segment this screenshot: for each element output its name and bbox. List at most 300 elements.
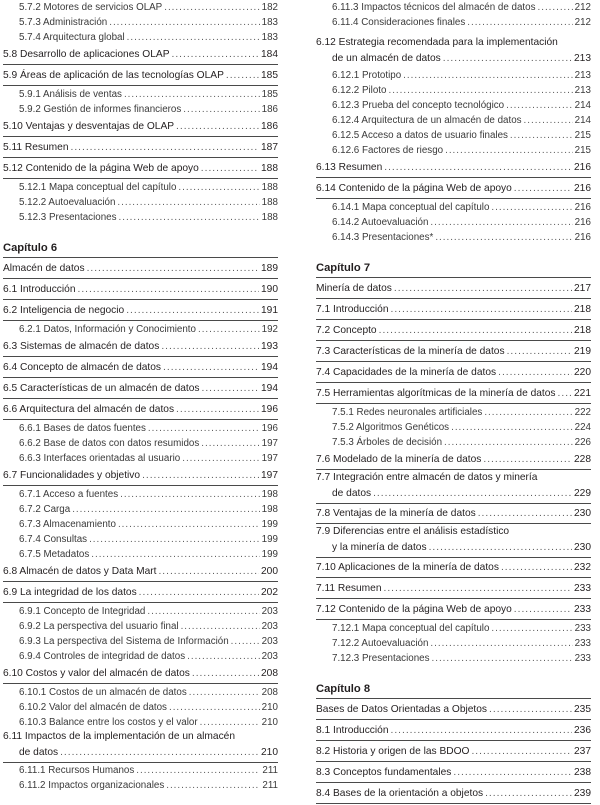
- toc-page-number: 216: [574, 217, 591, 228]
- toc-subsection-entry: [316, 420, 591, 435]
- toc-dot-leader: [231, 634, 260, 649]
- toc-entry-title: 7.5.2 Algoritmos Genéticos: [332, 422, 450, 433]
- toc-section-entry: [316, 763, 591, 783]
- toc-page-number: 194: [261, 362, 278, 373]
- toc-section-entry: [316, 300, 591, 320]
- toc-dot-leader: [158, 562, 259, 581]
- toc-section-entry: [3, 562, 278, 582]
- toc-subsection-entry: [3, 421, 278, 436]
- toc-page-number: 182: [261, 2, 278, 13]
- toc-dot-leader: [148, 421, 260, 436]
- toc-dot-leader: [430, 636, 572, 651]
- toc-entry-title: 5.7.2 Motores de servicios OLAP: [19, 2, 163, 13]
- toc-page-number: 203: [261, 621, 278, 632]
- toc-page-number: 216: [574, 202, 591, 213]
- toc-subsection-entry: [3, 763, 278, 778]
- toc-page-number: 187: [261, 142, 278, 153]
- toc-entry-title: 6.10.1 Costos de un almacén de datos: [19, 687, 187, 698]
- toc-entry-title: 6.14.2 Autoevaluación: [332, 217, 429, 228]
- toc-entry-title: 7.12.2 Autoevaluación: [332, 638, 429, 649]
- toc-page-number: 214: [574, 115, 591, 126]
- toc-entry-title: 7.5.3 Árboles de decisión: [332, 437, 443, 448]
- toc-entry-title: 6.7.5 Metadatos: [19, 549, 90, 560]
- toc-entry-title: 6.7.4 Consultas: [19, 534, 88, 545]
- toc-dot-leader: [435, 230, 572, 245]
- toc-dot-leader: [384, 158, 572, 177]
- toc-entry-title: 8.3 Conceptos fundamentales: [316, 767, 452, 778]
- toc-subsection-entry: [316, 128, 591, 143]
- toc-page-number: 215: [574, 145, 591, 156]
- toc-section-entry: [316, 450, 591, 470]
- toc-page-number: 216: [574, 183, 591, 194]
- toc-section-entry: [316, 363, 591, 383]
- toc-dot-leader: [491, 621, 572, 636]
- toc-page-number: 213: [574, 70, 591, 81]
- toc-page-number: 202: [261, 587, 278, 598]
- toc-subsection-entry: [316, 98, 591, 113]
- toc-entry-title: 5.12 Contenido de la página Web de apoyo: [3, 163, 199, 174]
- toc-entry-title: Almacén de datos: [3, 263, 85, 274]
- toc-entry-title: 5.7.3 Administración: [19, 17, 108, 28]
- toc-subsection-entry: [3, 15, 278, 30]
- toc-dot-leader: [172, 45, 260, 64]
- toc-section-entry: [3, 664, 278, 684]
- toc-entry-title: 6.12.3 Prueba del concepto tecnológico: [332, 100, 505, 111]
- toc-dot-leader: [176, 117, 259, 136]
- toc-dot-leader: [118, 517, 260, 532]
- toc-dot-leader: [192, 664, 259, 683]
- toc-page-number: 228: [574, 454, 591, 465]
- toc-page-number: 236: [574, 725, 591, 736]
- toc-page-number: 213: [574, 53, 591, 64]
- toc-left-column: [3, 0, 278, 793]
- toc-entry-title: 6.10 Costos y valor del almacén de datos: [3, 668, 190, 679]
- toc-entry-title: 5.12.1 Mapa conceptual del capítulo: [19, 182, 177, 193]
- toc-entry-title: 5.8 Desarrollo de aplicaciones OLAP: [3, 49, 170, 60]
- toc-page-number: 233: [574, 604, 591, 615]
- toc-subsection-entry: [3, 0, 278, 15]
- toc-dot-leader: [139, 583, 259, 602]
- toc-entry-title: 5.9 Áreas de aplicación de las tecnologías OLAP: [3, 70, 224, 81]
- toc-page-number: 203: [261, 651, 278, 662]
- toc-dot-leader: [491, 200, 572, 215]
- toc-section-entry: [3, 159, 278, 179]
- toc-entry-title: 5.12.3 Presentaciones: [19, 212, 117, 223]
- toc-subsection-entry: [3, 634, 278, 649]
- toc-page-number: 210: [261, 717, 278, 728]
- toc-wrapped-entry: [316, 471, 591, 504]
- toc-entry-title: 6.9 La integridad de los datos: [3, 587, 137, 598]
- toc-entry-title: 6.12.6 Factores de riesgo: [332, 145, 444, 156]
- toc-entry-title: 6.6.2 Base de datos con datos resumidos: [19, 438, 200, 449]
- toc-subsection-entry: [316, 215, 591, 230]
- toc-page-number: 218: [574, 304, 591, 315]
- toc-page-number: 196: [261, 404, 278, 415]
- toc-dot-leader: [181, 619, 260, 634]
- toc-dot-leader: [120, 487, 260, 502]
- toc-page-number: 224: [574, 422, 591, 433]
- toc-subsection-entry: [316, 0, 591, 15]
- toc-page-number: 197: [261, 453, 278, 464]
- toc-entry-title: 6.11.3 Impactos técnicos del almacén de datos: [332, 2, 536, 13]
- toc-dot-leader: [169, 700, 260, 715]
- toc-page-number: 188: [261, 163, 278, 174]
- toc-entry-title: 6.11.2 Impactos organizacionales: [19, 780, 165, 791]
- chapter-title: Capítulo 8: [316, 680, 591, 699]
- toc-page-number: 203: [261, 636, 278, 647]
- toc-page-number: 210: [261, 702, 278, 713]
- toc-entry-title: 8.1 Introducción: [316, 725, 389, 736]
- toc-entry-title: 6.7 Funcionalidades y objetivo: [3, 470, 141, 481]
- toc-dot-leader: [471, 742, 572, 761]
- toc-dot-leader: [394, 279, 572, 298]
- toc-section-entry: [316, 558, 591, 578]
- toc-subsection-entry: [316, 636, 591, 651]
- toc-subsection-entry: [316, 113, 591, 128]
- toc-page-number: 183: [261, 32, 278, 43]
- toc-section-entry: [3, 45, 278, 65]
- toc-subsection-entry: [316, 200, 591, 215]
- toc-section-entry: [3, 466, 278, 486]
- toc-entry-title: 7.1 Introducción: [316, 304, 389, 315]
- toc-page-number: 198: [261, 489, 278, 500]
- toc-subsection-entry: [3, 87, 278, 102]
- toc-dot-leader: [72, 502, 259, 517]
- chapter-title: Capítulo 6: [3, 239, 278, 258]
- toc-entry-title: 6.7.3 Almacenamiento: [19, 519, 116, 530]
- toc-dot-leader: [71, 138, 259, 157]
- toc-page-number: 210: [261, 747, 278, 758]
- toc-entry-title: 6.9.3 La perspectiva del Sistema de Información: [19, 636, 229, 647]
- toc-dot-leader: [182, 451, 259, 466]
- toc-section-entry: [316, 342, 591, 362]
- toc-dot-leader: [514, 179, 572, 198]
- toc-dot-leader: [388, 83, 572, 98]
- toc-section-entry: [3, 259, 278, 279]
- toc-dot-leader: [391, 721, 573, 740]
- toc-page-number: 192: [261, 324, 278, 335]
- toc-dot-leader: [485, 784, 572, 803]
- toc-dot-leader: [432, 651, 573, 666]
- toc-page-number: 200: [261, 566, 278, 577]
- toc-entry-title: 6.10.2 Valor del almacén de datos: [19, 702, 167, 713]
- toc-subsection-entry: [3, 619, 278, 634]
- toc-page-number: 235: [574, 704, 591, 715]
- toc-entry-title: 6.6.3 Interfaces orientadas al usuario: [19, 453, 181, 464]
- toc-entry-title-line1: 6.11 Impactos de la implementación de un almacén: [3, 731, 235, 742]
- toc-page-number: 183: [261, 17, 278, 28]
- toc-subsection-entry: [316, 651, 591, 666]
- toc-dot-leader: [166, 778, 260, 793]
- toc-subsection-entry: [3, 532, 278, 547]
- toc-dot-leader: [87, 259, 259, 278]
- toc-section-entry: [316, 279, 591, 299]
- toc-entry-title: 7.12.1 Mapa conceptual del capítulo: [332, 623, 490, 634]
- toc-entry-title: 5.9.2 Gestión de informes financieros: [19, 104, 182, 115]
- toc-page-number: 218: [574, 325, 591, 336]
- toc-page-number: 208: [261, 687, 278, 698]
- toc-entry-title: 7.12 Contenido de la página Web de apoyo: [316, 604, 512, 615]
- toc-page-number: 194: [261, 383, 278, 394]
- chapter-8-heading: [316, 680, 591, 699]
- toc-page-number: 233: [574, 623, 591, 634]
- toc-subsection-entry: [3, 436, 278, 451]
- toc-page-number: 212: [574, 17, 591, 28]
- toc-dot-leader: [538, 0, 573, 15]
- toc-section-entry: [3, 138, 278, 158]
- toc-page-number: 238: [574, 767, 591, 778]
- toc-dot-leader: [124, 87, 260, 102]
- toc-dot-leader: [507, 342, 572, 361]
- toc-section-entry: [316, 158, 591, 178]
- toc-section-entry: [3, 400, 278, 420]
- toc-page-number: 216: [574, 162, 591, 173]
- toc-page-number: 190: [261, 284, 278, 295]
- toc-dot-leader: [201, 436, 259, 451]
- toc-entry-title-line2: de un almacén de datos: [332, 53, 441, 64]
- toc-entry-title: 5.7.4 Arquitectura global: [19, 32, 125, 43]
- toc-page-number: 197: [261, 470, 278, 481]
- toc-dot-leader: [109, 15, 259, 30]
- toc-dot-leader: [403, 68, 572, 83]
- toc-entry-title: 6.2.1 Datos, Información y Conocimiento: [19, 324, 196, 335]
- toc-dot-leader: [430, 215, 572, 230]
- toc-section-entry: [3, 301, 278, 321]
- toc-dot-leader: [178, 180, 259, 195]
- toc-section-entry: [3, 358, 278, 378]
- toc-page-number: 215: [574, 130, 591, 141]
- toc-entry-title: 6.11.4 Consideraciones finales: [332, 17, 466, 28]
- toc-entry-title: 6.14.3 Presentaciones*: [332, 232, 434, 243]
- toc-entry-title: 6.6 Arquitectura del almacén de datos: [3, 404, 175, 415]
- toc-subsection-entry: [3, 778, 278, 793]
- toc-dot-leader: [445, 143, 573, 158]
- toc-dot-leader: [89, 532, 260, 547]
- toc-subsection-entry: [3, 517, 278, 532]
- toc-page-number: 230: [574, 508, 591, 519]
- toc-page-number: 233: [574, 583, 591, 594]
- toc-entry-title-line2: de datos: [19, 747, 59, 758]
- toc-dot-leader: [478, 504, 572, 523]
- toc-subsection-entry: [3, 685, 278, 700]
- toc-entry-title: 6.12.1 Prototipo: [332, 70, 402, 81]
- toc-dot-leader: [142, 466, 259, 485]
- toc-section-entry: [316, 384, 591, 404]
- chapter-title: Capítulo 7: [316, 259, 591, 278]
- toc-dot-leader: [506, 98, 573, 113]
- toc-section-entry: [316, 579, 591, 599]
- toc-dot-leader: [524, 113, 573, 128]
- toc-page-number: 226: [574, 437, 591, 448]
- toc-page-number: 193: [261, 341, 278, 352]
- toc-wrapped-entry: [316, 525, 591, 558]
- toc-page-number: 221: [574, 388, 591, 399]
- toc-subsection-entry: [3, 547, 278, 562]
- toc-wrapped-entry: [316, 36, 591, 68]
- toc-page-number: 232: [574, 562, 591, 573]
- toc-page-number: 186: [261, 104, 278, 115]
- toc-dot-leader: [467, 15, 572, 30]
- toc-section-entry: [316, 721, 591, 741]
- toc-entry-title: Bases de Datos Orientadas a Objetos: [316, 704, 488, 715]
- toc-subsection-entry: [3, 30, 278, 45]
- toc-subsection-entry: [3, 451, 278, 466]
- toc-entry-title: 6.12.2 Piloto: [332, 85, 387, 96]
- toc-page-number: 189: [261, 263, 278, 274]
- toc-entry-title: 7.4 Capacidades de la minería de datos: [316, 367, 497, 378]
- toc-dot-leader: [198, 322, 260, 337]
- toc-dot-leader: [498, 363, 572, 382]
- toc-page-number: 214: [574, 100, 591, 111]
- toc-entry-title: 6.9.4 Controles de integridad de datos: [19, 651, 186, 662]
- toc-page-number: 208: [261, 668, 278, 679]
- toc-entry-title: 7.5 Herramientas algorítmicas de la minería de datos: [316, 388, 556, 399]
- toc-page-number: 230: [574, 542, 591, 553]
- toc-dot-leader: [384, 579, 572, 598]
- toc-dot-leader: [78, 280, 260, 299]
- toc-page-number: 212: [574, 2, 591, 13]
- toc-page-number: 222: [574, 407, 591, 418]
- toc-entry-title: 7.12.3 Presentaciones: [332, 653, 430, 664]
- toc-dot-leader: [510, 128, 573, 143]
- toc-page-number: 220: [574, 367, 591, 378]
- toc-page-number: 233: [574, 638, 591, 649]
- toc-page-number: 233: [574, 653, 591, 664]
- toc-dot-leader: [501, 558, 572, 577]
- toc-page-number: 216: [574, 232, 591, 243]
- toc-subsection-entry: [3, 604, 278, 619]
- toc-section-entry: [316, 784, 591, 804]
- toc-dot-leader: [126, 301, 259, 320]
- toc-page-number: 186: [261, 121, 278, 132]
- toc-entry-title: 6.6.1 Bases de datos fuentes: [19, 423, 146, 434]
- toc-entry-title: 7.5.1 Redes neuronales artificiales: [332, 407, 483, 418]
- toc-dot-leader: [202, 379, 259, 398]
- toc-page-number: 185: [261, 70, 278, 81]
- toc-section-entry: [3, 117, 278, 137]
- toc-section-entry: [316, 742, 591, 762]
- toc-entry-title-line2: de datos: [332, 488, 372, 499]
- toc-page-number: 188: [261, 182, 278, 193]
- toc-entry-title: 8.4 Bases de la orientación a objetos: [316, 788, 484, 799]
- toc-entry-title: 6.5 Características de un almacén de datos: [3, 383, 200, 394]
- toc-page-number: 229: [574, 488, 591, 499]
- toc-entry-title: 7.8 Ventajas de la minería de datos: [316, 508, 476, 519]
- toc-subsection-entry: [316, 230, 591, 245]
- toc-dot-leader: [489, 700, 572, 719]
- toc-page-number: 237: [574, 746, 591, 757]
- toc-page-number: 198: [261, 504, 278, 515]
- toc-entry-title: 6.12.5 Acceso a datos de usuario finales: [332, 130, 508, 141]
- toc-entry-title: 6.14.1 Mapa conceptual del capítulo: [332, 202, 490, 213]
- toc-entry-title: 6.9.2 La perspectiva del usuario final: [19, 621, 179, 632]
- toc-subsection-entry: [3, 102, 278, 117]
- toc-dot-leader: [127, 30, 260, 45]
- toc-dot-leader: [91, 547, 259, 562]
- toc-entry-title-line1: 7.9 Diferencias entre el análisis estadístico: [316, 526, 510, 537]
- toc-entry-title: 7.11 Resumen: [316, 583, 382, 594]
- toc-subsection-entry: [3, 210, 278, 225]
- toc-entry-title-line1: 7.7 Integración entre almacén de datos y minería: [316, 472, 538, 483]
- toc-subsection-entry: [316, 143, 591, 158]
- toc-dot-leader: [514, 600, 572, 619]
- toc-subsection-entry: [3, 502, 278, 517]
- toc-entry-title: 8.2 Historia y origen de las BDOO: [316, 746, 470, 757]
- toc-dot-leader: [189, 685, 260, 700]
- toc-dot-leader: [201, 159, 259, 178]
- toc-entry-title: Minería de datos: [316, 283, 392, 294]
- toc-right-column: [316, 0, 591, 805]
- toc-dot-leader: [176, 400, 259, 419]
- chapter-6-heading: [3, 239, 278, 258]
- toc-entry-title: 6.7.1 Acceso a fuentes: [19, 489, 119, 500]
- toc-dot-leader: [453, 763, 572, 782]
- toc-dot-leader: [444, 435, 573, 450]
- toc-page-number: 211: [262, 765, 278, 776]
- toc-dot-leader: [164, 0, 259, 15]
- toc-entry-title: 5.9.1 Análisis de ventas: [19, 89, 122, 100]
- toc-dot-leader: [451, 420, 573, 435]
- toc-page-number: 188: [261, 197, 278, 208]
- toc-entry-title-line1: 6.12 Estrategia recomendada para la implementación: [316, 37, 558, 48]
- toc-subsection-entry: [316, 15, 591, 30]
- toc-entry-title: 6.12.4 Arquitectura de un almacén de datos: [332, 115, 522, 126]
- toc-page-number: 184: [261, 49, 278, 60]
- toc-entry-title: 7.2 Concepto: [316, 325, 377, 336]
- toc-entry-title: 6.10.3 Balance entre los costos y el valor: [19, 717, 198, 728]
- toc-entry-title: 6.1 Introducción: [3, 284, 76, 295]
- toc-page-number: 211: [262, 780, 278, 791]
- toc-entry-title: 6.9.1 Concepto de Integridad: [19, 606, 146, 617]
- toc-subsection-entry: [316, 83, 591, 98]
- chapter-7-heading: [316, 259, 591, 278]
- toc-entry-title: 6.7.2 Carga: [19, 504, 71, 515]
- toc-entry-title: 5.11 Resumen: [3, 142, 69, 153]
- toc-entry-title: 6.14 Contenido de la página Web de apoyo: [316, 183, 512, 194]
- toc-section-entry: [316, 321, 591, 341]
- toc-entry-title: 5.12.2 Autoevaluación: [19, 197, 116, 208]
- toc-dot-leader: [226, 66, 259, 85]
- toc-section-entry: [316, 504, 591, 524]
- toc-page-number: 199: [261, 549, 278, 560]
- toc-subsection-entry: [316, 68, 591, 83]
- toc-subsection-entry: [3, 700, 278, 715]
- toc-subsection-entry: [3, 649, 278, 664]
- toc-page-number: 217: [574, 283, 591, 294]
- toc-dot-leader: [483, 450, 572, 469]
- toc-section-entry: [3, 66, 278, 86]
- toc-page-number: 203: [261, 606, 278, 617]
- toc-page-number: 213: [574, 85, 591, 96]
- toc-subsection-entry: [3, 195, 278, 210]
- toc-wrapped-entry: [3, 730, 278, 763]
- toc-page-number: 199: [261, 519, 278, 530]
- toc-dot-leader: [163, 358, 259, 377]
- toc-dot-leader: [484, 405, 572, 420]
- toc-subsection-entry: [3, 322, 278, 337]
- toc-section-entry: [3, 337, 278, 357]
- toc-page-number: 191: [261, 305, 278, 316]
- toc-entry-title: 6.3 Sistemas de almacén de datos: [3, 341, 160, 352]
- toc-entry-title: 7.10 Aplicaciones de la minería de datos: [316, 562, 499, 573]
- toc-page-number: 197: [261, 438, 278, 449]
- toc-entry-title: 6.8 Almacén de datos y Data Mart: [3, 566, 157, 577]
- toc-page-number: 219: [574, 346, 591, 357]
- toc-page-number: 239: [574, 788, 591, 799]
- toc-dot-leader: [187, 649, 260, 664]
- toc-dot-leader: [183, 102, 259, 117]
- toc-dot-leader: [161, 337, 259, 356]
